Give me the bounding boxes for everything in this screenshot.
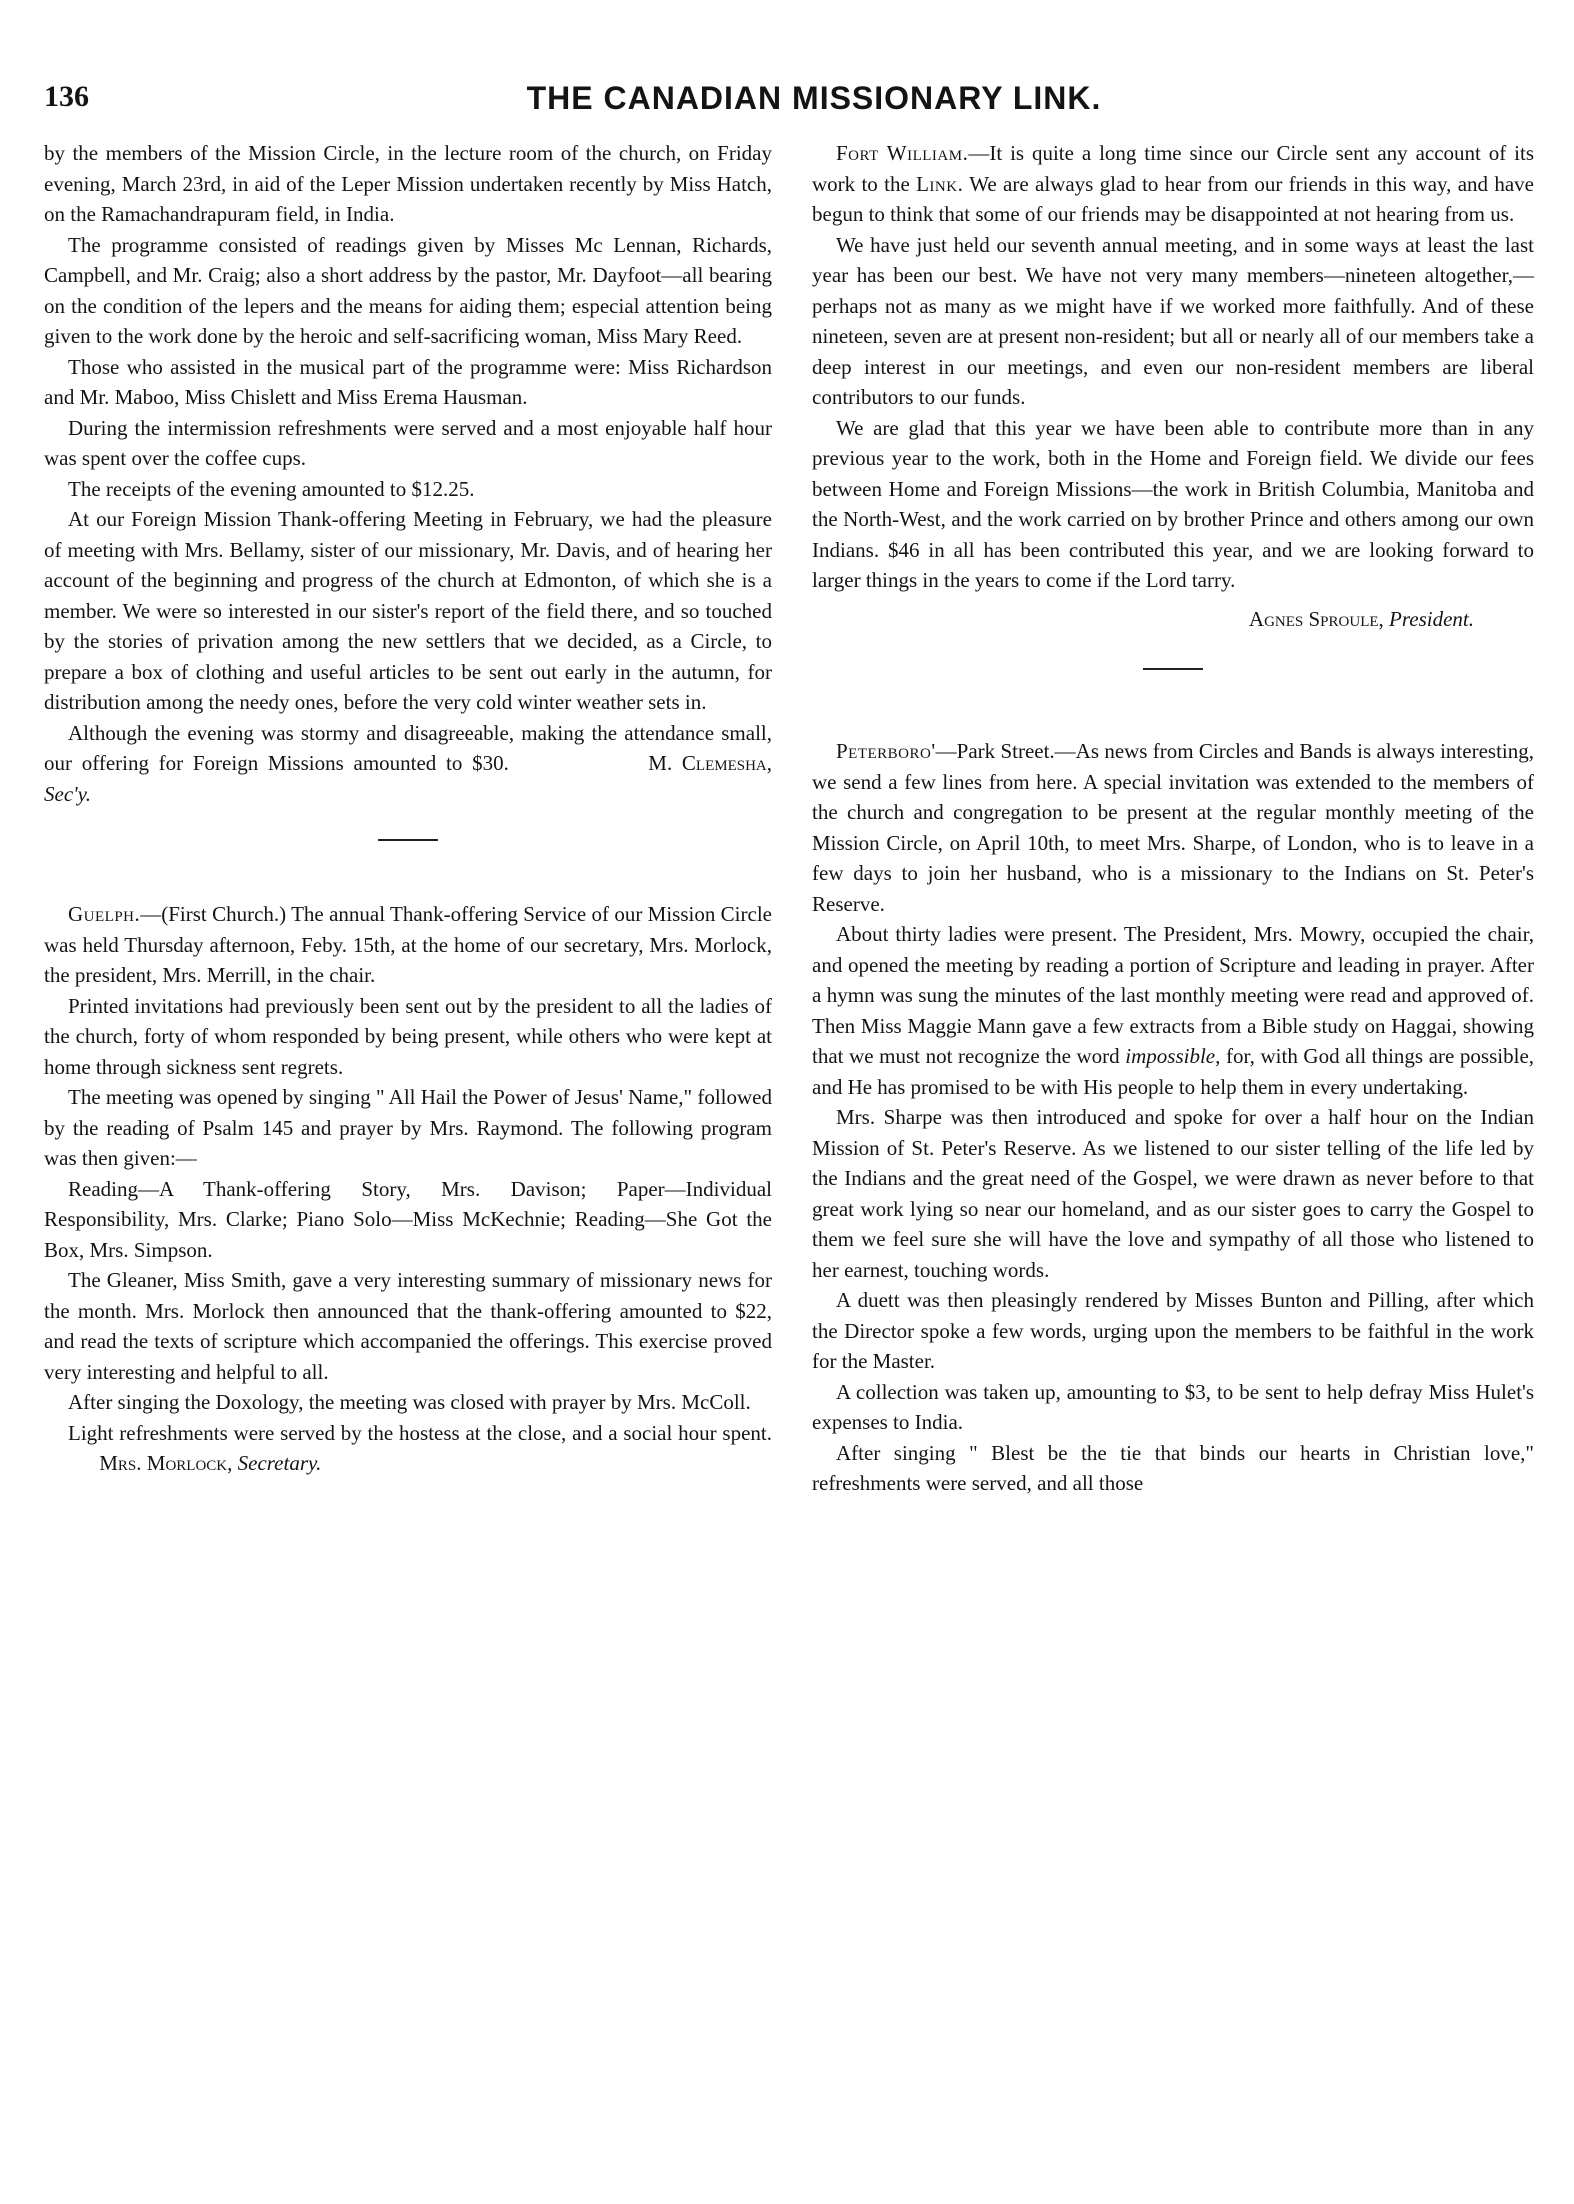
paragraph: At our Foreign Mission Thank-offering Meeting in February, we had the pleasure of meeting with Mrs. Bellamy, sister of our missionary, Mr. Davis, and of hearing her account of the beginning and progress of the church at Edmonton, of which she is a member. We were so interested in our sister's report of the field there, and so touched by the stories of privation among the new settlers that we decided, as a Circle, to prepare a box of clothing and useful articles to be sent out early in the autumn, for distribution among the needy ones, before the very cold winter weather sets in. <box>44 507 772 714</box>
paragraph: The programme consisted of readings given by Misses Mc Lennan, Richards, Campbell, and Mr. Craig; also a short address by the pastor, Mr. Dayfoot—all bearing on the condition of the lepers and the means for aiding them; especial attention being given to the work done by the heroic and self-sacrificing woman, Miss Mary Reed. <box>44 232 772 348</box>
paragraph <box>44 1418 772 1479</box>
paragraph: During the intermission refreshments were served and a most enjoyable half hour was spent over the coffee cups. <box>44 415 772 470</box>
paragraph: A duett was then pleasingly rendered by Misses Bunton and Pilling, after which the Director spoke a few words, urging upon the members to be faithful in the work for the Master. <box>812 1288 1534 1373</box>
signature-title: Secretary. <box>237 1451 322 1475</box>
signature-title: President. <box>1389 606 1474 631</box>
journal-title: THE CANADIAN MISSIONARY LINK. <box>526 80 1102 116</box>
paragraph-text: We are always glad to hear from our friends in this way, and have begun to think that some of our friends may be disappointed at not hearing from us. <box>812 171 1535 226</box>
paragraph: Mrs. Sharpe was then introduced and spoke for over a half hour on the Indian Mission of St. Peter's Reserve. As we listened to our sister telling of the life led by the Indians and the great need of the Gospel, we were drawn as never before to that great work lying so near our homeland, and as our sister goes to carry the Gospel to them we feel sure she will have the love and sympathy of all those who listened to her earnest, touching words. <box>812 1105 1534 1282</box>
paragraph: The Gleaner, Miss Smith, gave a very interesting summary of missionary news for the month. Mrs. Morlock then announced that the thank-offering amounted to $22, and read the texts of scripture which accompanied the offerings. This exercise proved very interesting and helpful to all. <box>44 1268 772 1384</box>
paragraph: The meeting was opened by singing " All Hail the Power of Jesus' Name," followed by the reading of Psalm 145 and prayer by Mrs. Raymond. The following program was then given:— <box>44 1085 772 1170</box>
paragraph: Reading—A Thank-offering Story, Mrs. Davison; Paper—Individual Responsibility, Mrs. Clarke; Piano Solo—Miss McKechnie; Reading—She Got the Box, Mrs. Simpson. <box>44 1176 772 1262</box>
signature-name: M. Clemesha, <box>648 751 772 775</box>
signature-name: Mrs. Morlock, <box>99 1451 233 1475</box>
paragraph: The receipts of the evening amounted to $12.25. <box>68 476 475 501</box>
page-header <box>44 80 1544 130</box>
journal-reference: Link. <box>916 171 964 196</box>
paragraph-text: —Park Street.—As news from Circles and Bands is always interesting, we send a few lines from here. A special invitation was extended to the members of the church and congregation to be present at the regular monthly meeting of the Mission Circle, on April 10th, to meet Mrs. Sharpe, of London, who is to leave in a few days to join her husband, who is a missionary to the Indians on St. Peter's Reserve. <box>812 739 1534 916</box>
signature-line <box>812 604 1474 635</box>
paragraph: Printed invitations had previously been sent out by the president to all the ladies of the church, forty of whom responded by being present, while others who were kept at home through sickness sent regrets. <box>44 993 772 1079</box>
paragraph-text: Although the evening was stormy and disagreeable, making the attendance small, our offering for Foreign Missions amounted to $30. <box>44 720 772 775</box>
paragraph-text: —(First Church.) The annual Thank-offering Service of our Mission Circle was held Thursday afternoon, Feby. 15th, at the home of our secretary, Mrs. Morlock, the president, Mrs. Merrill, in the chair. <box>44 902 772 987</box>
paragraph-text: About thirty ladies were present. The President, Mrs. Mowry, occupied the chair, and opened the meeting by reading a portion of Scripture and leading in prayer. After a hymn was sung the minutes of the last monthly meeting were read and approved of. Then Miss Maggie Mann gave a few extracts from a Bible study on Haggai, showing that we must not recognize the word <box>812 922 1534 1068</box>
page-number: 136 <box>44 80 89 113</box>
paragraph: After singing the Doxology, the meeting was closed with prayer by Mrs. McColl. <box>68 1390 751 1414</box>
paragraph: Those who assisted in the musical part of the programme were: Miss Richardson and Mr. Maboo, Miss Chislett and Miss Erema Hausman. <box>44 354 772 409</box>
paragraph-text: Light refreshments were served by the hostess at the close, and a social hour spent. <box>68 1420 772 1445</box>
place-heading: Fort William. <box>836 141 969 165</box>
emphasized-word: impossible, <box>1125 1044 1221 1068</box>
section-divider <box>378 839 438 841</box>
place-heading: Guelph. <box>68 902 141 926</box>
paragraph <box>812 919 1534 1102</box>
paragraph: After singing " Blest be the tie that binds our hearts in Christian love," refreshments were served, and all those <box>812 1440 1534 1495</box>
paragraph <box>44 718 772 810</box>
paragraph <box>812 138 1534 230</box>
paragraph <box>812 736 1534 919</box>
section-divider <box>1143 668 1203 670</box>
paragraph-text: for, with God all things are possible, and He has promised to be with His people to help them in every undertaking. <box>812 1044 1535 1099</box>
paragraph <box>44 899 772 991</box>
left-column <box>44 138 772 1479</box>
place-heading: Peterboro' <box>836 739 936 763</box>
paragraph-text: —It is quite a long time since our Circle sent any account of its work to the <box>812 141 1534 196</box>
paragraph: by the members of the Mission Circle, in the lecture room of the church, on Friday evening, March 23rd, in aid of the Leper Mission undertaken recently by Miss Hatch, on the Ramachandrapuram field, in India. <box>44 141 772 226</box>
paragraph: We are glad that this year we have been able to contribute more than in any previous year to the work, both in the Home and Foreign field. We divide our fees between Home and Foreign Missions—the work in British Columbia, Manitoba and the North-West, and the work carried on by brother Prince and others among our own Indians. $46 in all has been contributed this year, and we are looking forward to larger things in the years to come if the Lord tarry. <box>812 415 1534 592</box>
paragraph: We have just held our seventh annual meeting, and in some ways at least the last year has been our best. We have not very many members—nineteen altogether,—perhaps not as many as we might have if we worked more faithfully. And of these nineteen, seven are at present non-resident; but all or nearly all of our members take a deep interest in our meetings, and even our non-resident members are liberal contributors to our funds. <box>812 232 1534 409</box>
signature-title: Sec'y. <box>44 781 92 806</box>
paragraph: A collection was taken up, amounting to $3, to be sent to help defray Miss Hulet's expenses to India. <box>812 1379 1534 1434</box>
right-column <box>812 138 1534 1499</box>
signature-name: Agnes Sproule, <box>1248 606 1384 631</box>
